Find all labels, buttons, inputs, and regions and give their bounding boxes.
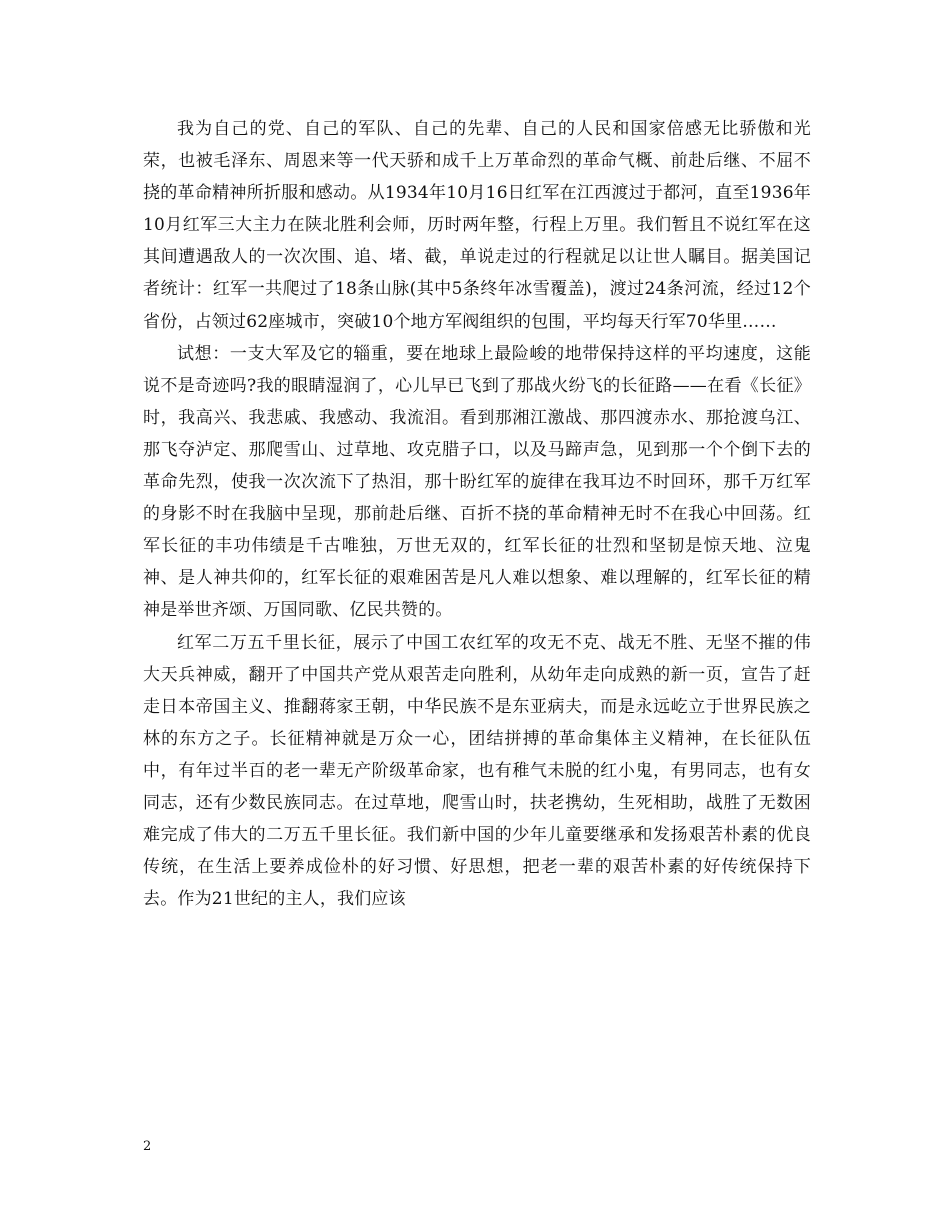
paragraph: 试想：一支大军及它的辎重，要在地球上最险峻的地带保持这样的平均速度，这能说不是奇迹吗?我的眼睛湿润了，心儿早已飞到了那战火纷飞的长征路——在看《长征》时，我高兴、我悲戚、我感动、我流泪。看到那湘江激战、那四渡赤水、那抢渡乌江、那飞夺泸定、那爬雪山、过草地、攻克腊子口，以及马蹄声急，见到那一个个倒下去的革命先烈，使我一次次流下了热泪，那十盼红军的旋律在我耳边不时回环，那千万红军的身影不时在我脑中呈现，那前赴后继、百折不挠的革命精神无时不在我心中回荡。红军长征的丰功伟绩是千古唯独，万世无双的，红军长征的壮烈和坚韧是惊天地、泣鬼神、是人神共仰的，红军长征的艰难困苦是凡人难以想象、难以理解的，红军长征的精神是举世齐颂、万国同歌、亿民共赞的。 <box>143 343 811 621</box>
page-number: 2 <box>143 1139 152 1154</box>
paragraph: 红军二万五千里长征，展示了中国工农红军的攻无不克、战无不胜、无坚不摧的伟大天兵神威，翻开了中国共产党从艰苦走向胜利，从幼年走向成熟的新一页，宣告了赶走日本帝国主义、推翻蒋家王朝，中华民族不是东亚病夫，而是永远屹立于世界民族之林的东方之子。长征精神就是万众一心，团结拼搏的革命集体主义精神，在长征队伍中，有年过半百的老一辈无产阶级革命家，也有稚气未脱的红小鬼，有男同志，也有女同志，还有少数民族同志。在过草地，爬雪山时，扶老携幼，生死相助，战胜了无数困难完成了伟大的二万五千里长征。我们新中国的少年儿童要继承和发扬艰苦朴素的优良传统，在生活上要养成俭朴的好习惯、好思想，把老一辈的艰苦朴素的好传统保持下去。作为21世纪的主人，我们应该 <box>143 632 811 910</box>
body-text <box>143 113 811 915</box>
paragraph: 我为自己的党、自己的军队、自己的先辈、自己的人民和国家倍感无比骄傲和光荣，也被毛泽东、周恩来等一代天骄和成千上万革命烈的革命气概、前赴后继、不屈不挠的革命精神所折服和感动。从1934年10月16日红军在江西渡过于都河，直至1936年10月红军三大主力在陕北胜利会师，历时两年整，行程上万里。我们暂且不说红军在这其间遭遇敌人的一次次围、追、堵、截，单说走过的行程就足以让世人瞩目。据美国记者统计：红军一共爬过了18条山脉(其中5条终年冰雪覆盖)，渡过24条河流，经过12个省份，占领过62座城市，突破10个地方军阀组织的包围，平均每天行军70华里…… <box>143 119 811 332</box>
